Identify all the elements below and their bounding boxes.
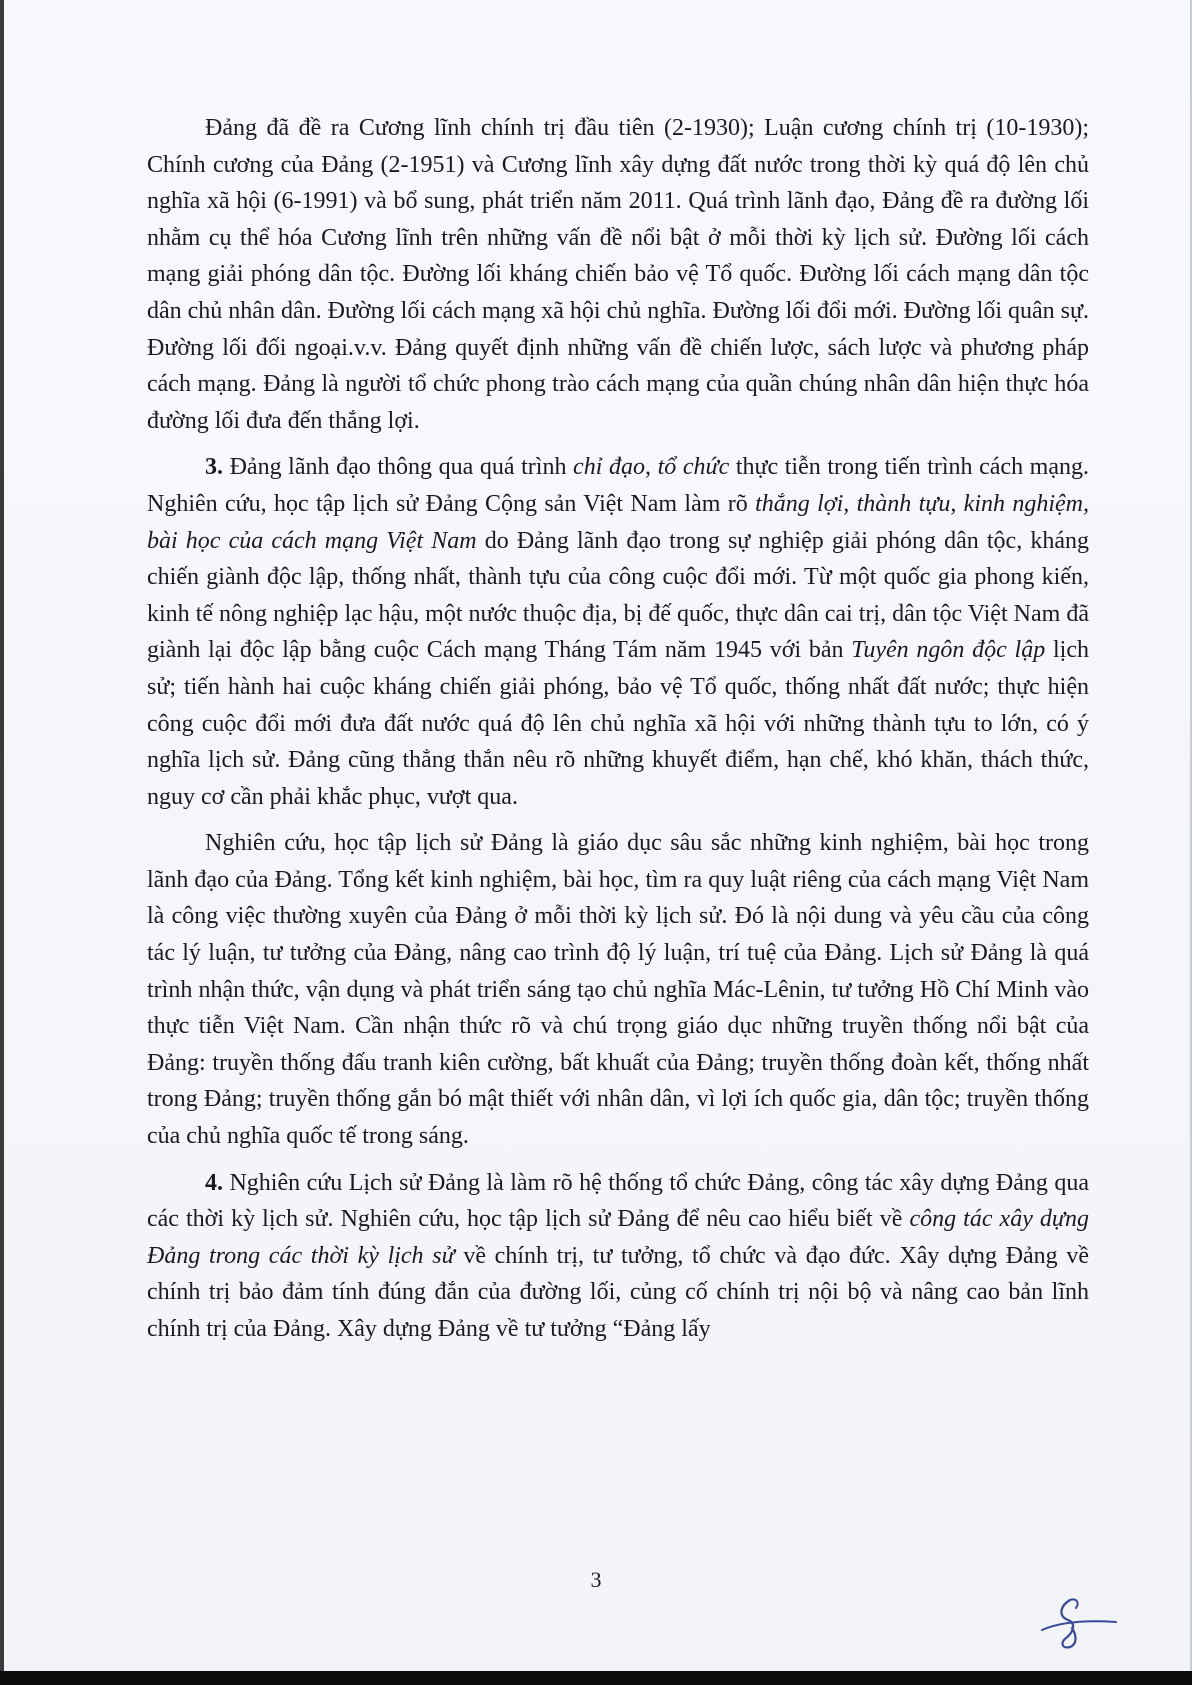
paragraph-text: về chính trị, tư tưởng, tổ chức và đạo đức. Xây dựng Đảng về chính trị bảo đảm tính đúng đắn của đường lối, củng cố chính trị nội bộ và nâng cao bản lĩnh chính trị của Đảng. Xây dựng Đảng về tư tưởng “Đảng lấy — [147, 1242, 1090, 1342]
emphasis-text: công tác xây dựng Đảng trong các thời kỳ lịch sử — [147, 1206, 1089, 1269]
paragraph-text: do Đảng lãnh đạo trong sự nghiệp giải phóng dân tộc, kháng chiến giành độc lập, thống nhất, thành tựu của công cuộc đổi mới. Từ một quốc gia phong kiến, kinh tế nông nghiệp lạc hậu, một nước thuộc địa, bị đế quốc, thực dân cai trị, dân tộc Việt Nam đã giành lại độc lập bằng cuộc Cách mạng Tháng Tám năm 1945 với bản — [147, 527, 1089, 664]
paragraph-text: Nghiên cứu, học tập lịch sử Đảng là giáo dục sâu sắc những kinh nghiệm, bài học trong lãnh đạo của Đảng. Tổng kết kinh nghiệm, bài học, tìm ra quy luật riêng của cách mạng Việt Nam là công việc thường xuyên của Đảng ở mỗi thời kỳ lịch sử. Đó là nội dung và yêu cầu của công tác lý luận, tư tưởng của Đảng, nâng cao trình độ lý luận, trí tuệ của Đảng. Lịch sử Đảng là quá trình nhận thức, vận dụng và phát triển sáng tạo chủ nghĩa Mác-Lênin, tư tưởng Hồ Chí Minh vào thực tiễn Việt Nam. Cần nhận thức rõ và chú trọng giáo dục những truyền thống nổi bật của Đảng: truyền thống đấu tranh kiên cường, bất khuất của Đảng; truyền thống đoàn kết, thống nhất trong Đảng; truyền thống gắn bó mật thiết với nhân dân, vì lợi ích quốc gia, dân tộc; truyền thống của chủ nghĩa quốc tế trong sáng. — [147, 830, 1089, 1150]
paragraph-text: lịch sử; tiến hành hai cuộc kháng chiến giải phóng, bảo vệ Tổ quốc, thống nhất đất nước; thực hiện công cuộc đổi mới đưa đất nước quá độ lên chủ nghĩa xã hội với những thành tựu to lớn, có ý nghĩa lịch sử. Đảng cũng thẳng thắn nêu rõ những khuyết điểm, hạn chế, khó khăn, thách thức, nguy cơ cần phải khắc phục, vượt qua. — [147, 637, 1089, 810]
page-number: 3 — [590, 1567, 602, 1592]
paragraph-text: thực tiễn trong tiến trình cách mạng. Nghiên cứu, học tập lịch sử Đảng Cộng sản Việt Nam làm rõ — [147, 454, 1089, 517]
emphasis-text: thắng lợi, thành tựu, kinh nghiệm, bài học của cách mạng Việt Nam — [147, 490, 1089, 554]
paragraph — [147, 825, 1089, 1154]
emphasis-text: chỉ đạo, tổ chức — [573, 454, 730, 481]
section-number: 4. — [205, 1169, 223, 1196]
section-number: 3. — [205, 454, 223, 481]
paragraph-text: Đảng lãnh đạo thông qua quá trình — [223, 454, 574, 481]
paragraph-section-4 — [147, 1165, 1089, 1348]
paragraph-section-3 — [147, 449, 1089, 815]
paragraph — [147, 110, 1089, 439]
document-body — [147, 110, 1089, 1348]
paragraph-text: Nghiên cứu Lịch sử Đảng là làm rõ hệ thống tổ chức Đảng, công tác xây dựng Đảng qua các thời kỳ lịch sử. Nghiên cứu, học tập lịch sử Đảng để nêu cao hiểu biết về — [147, 1169, 1089, 1233]
emphasis-text: Tuyên ngôn độc lập — [851, 637, 1046, 664]
scan-edge-bottom — [0, 1671, 1192, 1685]
scan-edge-left — [0, 0, 4, 1685]
handwritten-signature — [1030, 1592, 1120, 1652]
paragraph-text: Đảng đã đề ra Cương lĩnh chính trị đầu tiên (2-1930); Luận cương chính trị (10-1930); Chính cương của Đảng (2-1951) và Cương lĩnh xây dựng đất nước trong thời kỳ quá độ lên chủ nghĩa xã hội (6-1991) và bổ sung, phát triển năm 2011. Quá trình lãnh đạo, Đảng đề ra đường lối nhằm cụ thể hóa Cương lĩnh trên những vấn đề nổi bật ở mỗi thời kỳ lịch sử. Đường lối cách mạng giải phóng dân tộc. Đường lối kháng chiến bảo vệ Tổ quốc. Đường lối cách mạng dân tộc dân chủ nhân dân. Đường lối cách mạng xã hội chủ nghĩa. Đường lối đổi mới. Đường lối quân sự. Đường lối đối ngoại.v.v. Đảng quyết định những vấn đề chiến lược, sách lược và phương pháp cách mạng. Đảng là người tổ chức phong trào cách mạng của quần chúng nhân dân hiện thực hóa đường lối đưa đến thắng lợi. — [147, 115, 1089, 434]
